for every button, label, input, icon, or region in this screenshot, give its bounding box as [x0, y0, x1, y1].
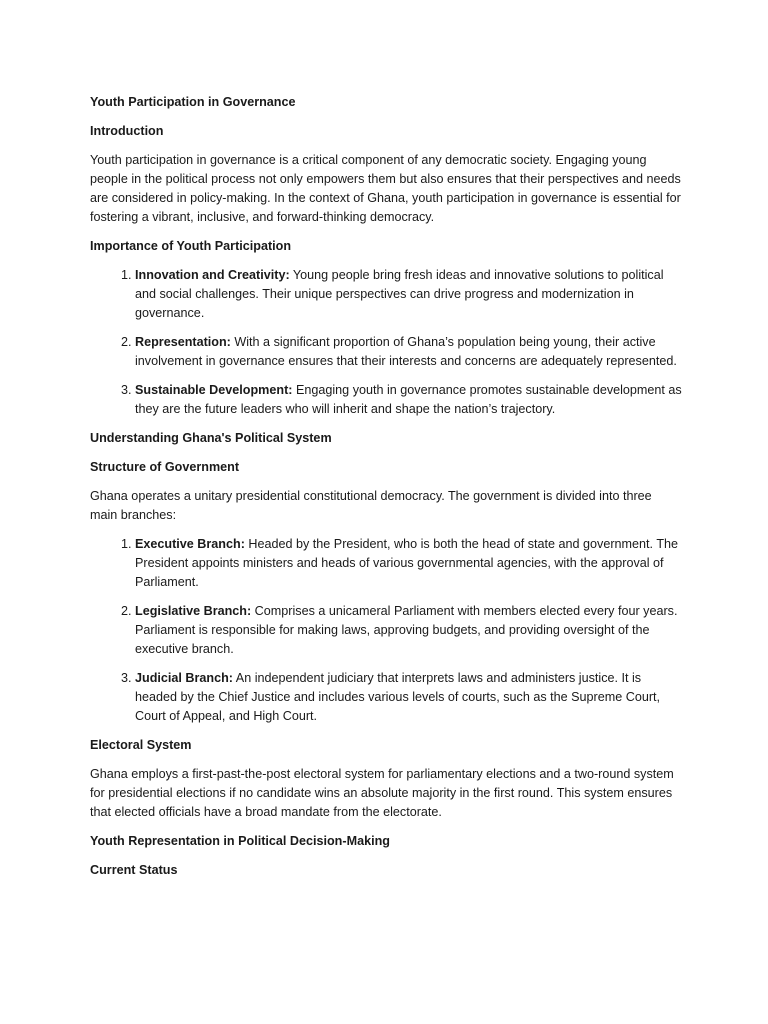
- list-item-text: With a significant proportion of Ghana’s population being young, their active involvement in governance ensures that their interests and concerns are adequately represented.: [135, 335, 677, 368]
- electoral-heading: Electoral System: [90, 738, 192, 752]
- list-item: [135, 266, 682, 323]
- list-item-term: Representation:: [135, 335, 231, 349]
- list-item-term: Sustainable Development:: [135, 383, 293, 397]
- electoral-paragraph: Ghana employs a first-past-the-post electoral system for parliamentary elections and a two-round system for presidential elections if no candidate wins an absolute majority in the first round. This system ensures that elected officials have a broad mandate from the electorate.: [90, 767, 674, 819]
- document-page: [90, 93, 682, 890]
- list-item-term: Legislative Branch:: [135, 604, 252, 618]
- list-item-text: Young people bring fresh ideas and innovative solutions to political and social challenges. Their unique perspectives can drive progress and modernization in governance.: [135, 268, 664, 320]
- list-item-term: Judicial Branch:: [135, 671, 233, 685]
- branches-list: [90, 535, 682, 726]
- list-item-text: Headed by the President, who is both the head of state and government. The President appoints ministers and heads of various governmental agencies, with the approval of Parliament.: [135, 537, 679, 589]
- importance-list: [90, 266, 682, 419]
- list-item: [135, 333, 682, 371]
- list-item: [135, 381, 682, 419]
- list-item-term: Executive Branch:: [135, 537, 245, 551]
- political-system-heading: Understanding Ghana's Political System: [90, 431, 332, 445]
- introduction-heading: Introduction: [90, 124, 164, 138]
- document-title: Youth Participation in Governance: [90, 95, 296, 109]
- list-item: [135, 535, 682, 592]
- list-item: [135, 669, 682, 726]
- list-item-text: An independent judiciary that interprets laws and administers justice. It is headed by the Chief Justice and includes various levels of courts, such as the Supreme Court, Court of Appeal, and High Court.: [135, 671, 661, 723]
- introduction-paragraph: Youth participation in governance is a critical component of any democratic society. Engaging young people in the political process not only empowers them but also ensures that their perspectives and needs are considered in policy-making. In the context of Ghana, youth participation in governance is essential for fostering a vibrant, inclusive, and forward-thinking democracy.: [90, 153, 681, 224]
- current-status-heading: Current Status: [90, 863, 178, 877]
- list-item: [135, 602, 682, 659]
- list-item-text: Engaging youth in governance promotes sustainable development as they are the future leaders who will inherit and shape the nation’s trajectory.: [135, 383, 682, 416]
- importance-heading: Importance of Youth Participation: [90, 239, 292, 253]
- list-item-term: Innovation and Creativity:: [135, 268, 290, 282]
- list-item-text: Comprises a unicameral Parliament with members elected every four years. Parliament is responsible for making laws, approving budgets, and providing oversight of the executive branch.: [135, 604, 678, 656]
- structure-heading: Structure of Government: [90, 460, 240, 474]
- structure-paragraph: Ghana operates a unitary presidential constitutional democracy. The government is divided into three main branches:: [90, 489, 652, 522]
- youth-representation-heading: Youth Representation in Political Decision-Making: [90, 834, 390, 848]
